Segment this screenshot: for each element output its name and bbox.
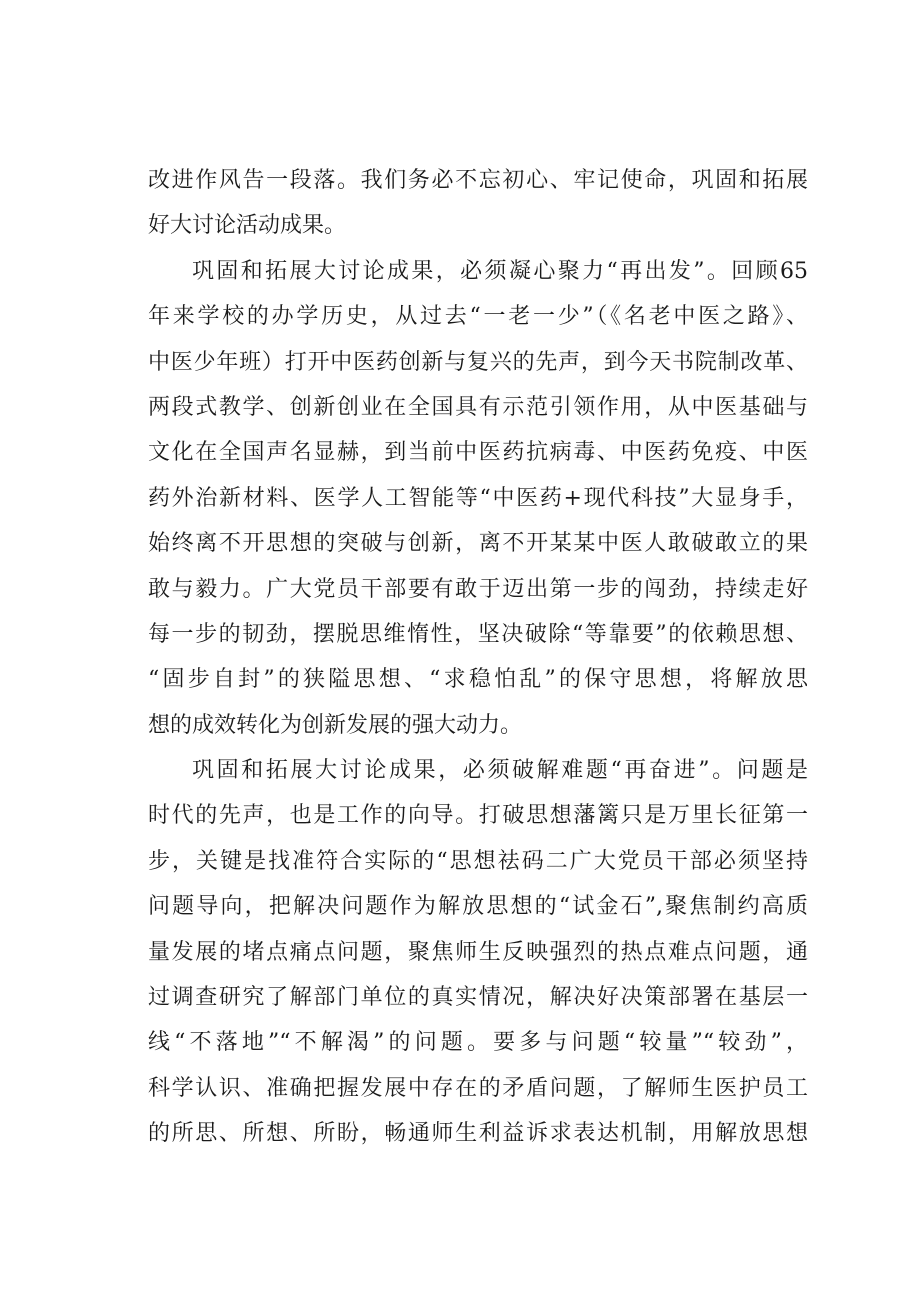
text-line: 改进作风告一段落。我们务必不忘初心、牢记使命，巩固和拓展	[148, 168, 808, 193]
paragraph-3	[148, 748, 808, 1157]
body-text	[148, 158, 808, 1157]
text-line: 年来学校的办学历史，从过去“一老一少”（《名老中医之路》、	[148, 304, 808, 330]
text-line: 科学认识、准确把握发展中存在的矛盾问题，了解师生医护员工	[148, 1075, 808, 1101]
text-line: 好大讨论活动成果。	[148, 213, 347, 239]
text-line: 量发展的堵点痛点问题，聚焦师生反映强烈的热点难点问题，通	[148, 939, 808, 965]
text-line: 药外治新材料、医学人工智能等“中医药+现代科技”大显身手，	[148, 485, 808, 511]
text-line: 两段式教学、创新创业在全国具有示范引领作用，从中医基础与	[148, 394, 808, 420]
text-line: “固步自封”的狭隘思想、“求稳怕乱”的保守思想，将解放思	[148, 667, 808, 693]
paragraph-1	[148, 158, 808, 249]
text-line: 巩固和拓展大讨论成果，必须凝心聚力“再出发”。回顾65	[192, 258, 808, 284]
paragraph-2	[148, 249, 808, 748]
text-line: 敢与毅力。广大党员干部要有敢于迈出第一步的闯劲，持续走好	[148, 576, 808, 602]
text-line: 每一步的韧劲，摆脱思维惰性，坚决破除“等靠要”的依赖思想、	[148, 621, 808, 647]
text-line: 始终离不开思想的突破与创新，离不开某某中医人敢破敢立的果	[148, 531, 808, 557]
text-line: 的所思、所想、所盼，畅通师生利益诉求表达机制，用解放思想	[148, 1121, 808, 1147]
text-line: 步，关键是找准符合实际的“思想祛码二广大党员干部必须坚持	[148, 848, 808, 874]
text-line: 巩固和拓展大讨论成果，必须破解难题“再奋进”。问题是	[192, 758, 808, 784]
text-line: 问题导向，把解决问题作为解放思想的“试金石”,聚焦制约高质	[148, 894, 808, 920]
text-line: 时代的先声，也是工作的向导。打破思想藩篱只是万里长征第一	[148, 803, 808, 829]
text-line: 过调查研究了解部门单位的真实情况，解决好决策部署在基层一	[148, 985, 808, 1011]
text-line: 中医少年班）打开中医药创新与复兴的先声，到今天书院制改革、	[148, 349, 808, 375]
text-line: 线“不落地”“不解渴”的问题。要多与问题“较量”“较劲”，	[148, 1030, 808, 1056]
text-line: 文化在全国声名显赫，到当前中医药抗病毒、中医药免疫、中医	[148, 440, 808, 466]
text-line: 想的成效转化为创新发展的强大动力。	[148, 712, 523, 738]
